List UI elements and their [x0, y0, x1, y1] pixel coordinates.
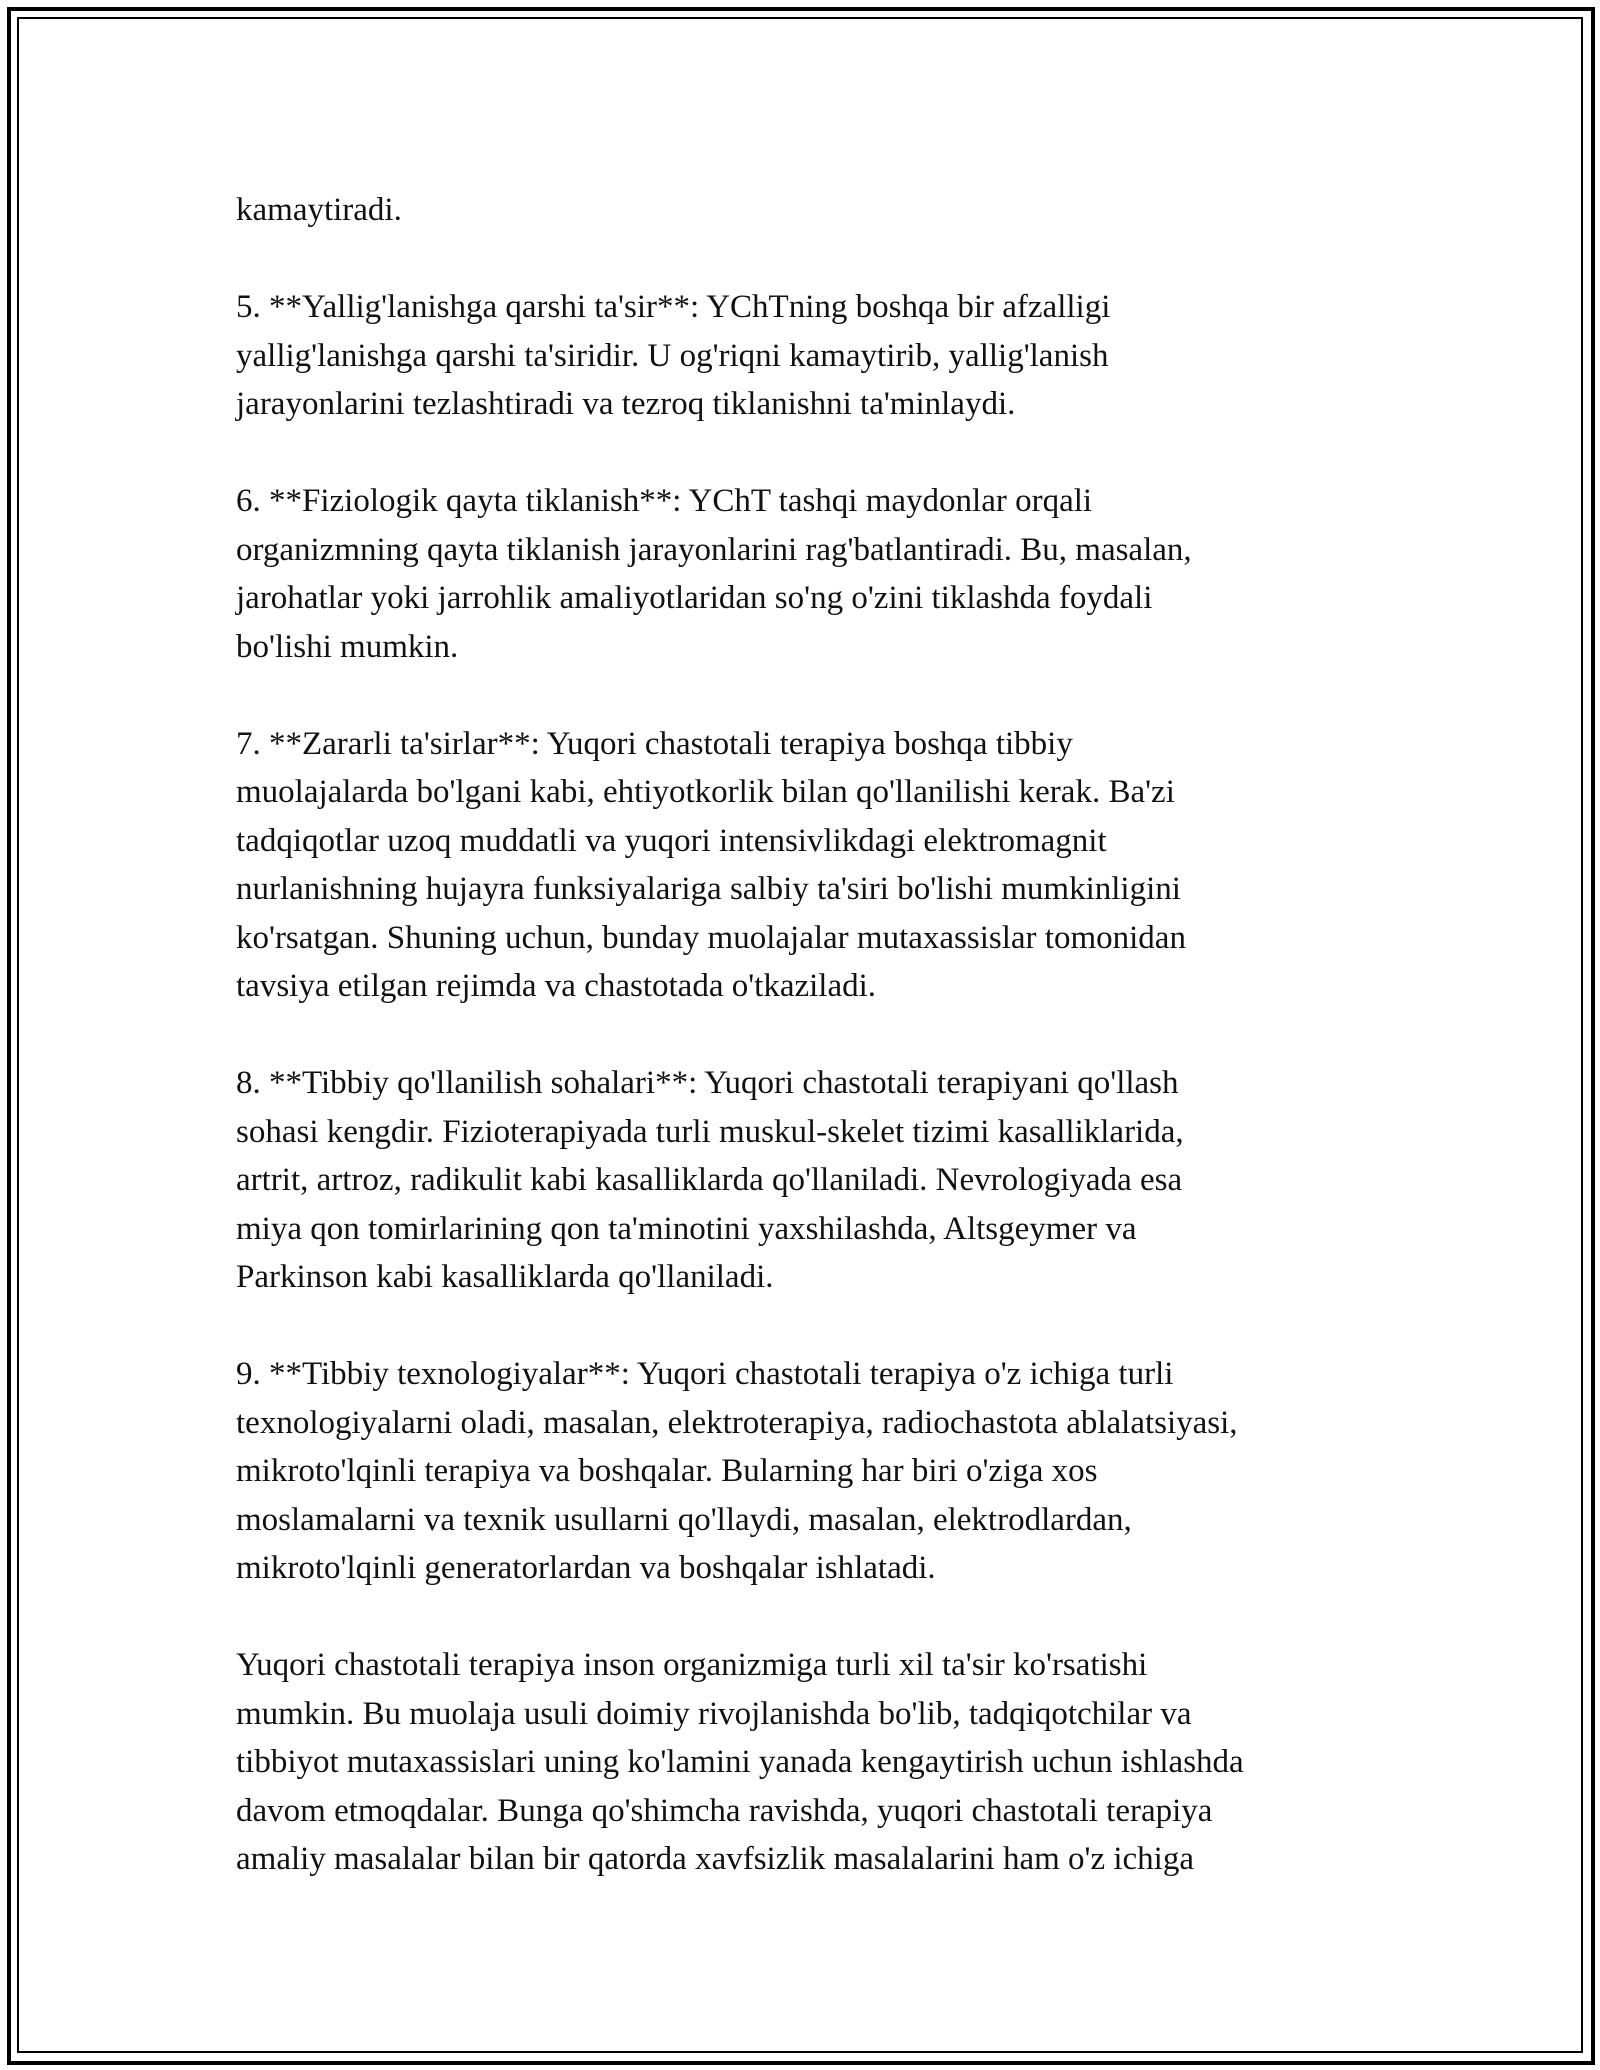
paragraph-continuation: kamaytiradi.	[236, 192, 402, 228]
document-body	[236, 186, 1366, 1884]
paragraph-item-9: 9. **Tibbiy texnologiyalar**: Yuqori chastotali terapiya o'z ichiga turli texnologiyalarni oladi, masalan, elektroterapiya, radiochastota ablalatsiyasi, mikroto'lqinli terapiya va boshqalar. Bularning har biri o'ziga xos moslamalarni va texnik usullarni qo'llaydi, masalan, elektrodlardan, mikroto'lqinli generatorlardan va boshqalar ishlatadi.	[236, 1356, 1238, 1586]
paragraph-item-6: 6. **Fiziologik qayta tiklanish**: YChT tashqi maydonlar orqali organizmning qayta tiklanish jarayonlarini rag'batlantiradi. Bu, masalan, jarohatlar yoki jarrohlik amaliyotlaridan so'ng o'zini tiklashda foydali bo'lishi mumkin.	[236, 483, 1192, 665]
paragraph-item-5: 5. **Yallig'lanishga qarshi ta'sir**: YChTning boshqa bir afzalligi yallig'lanishga qarshi ta'siridir. U og'riqni kamaytirib, yallig'lanish jarayonlarini tezlashtiradi va tezroq tiklanishni ta'minlaydi.	[236, 289, 1111, 422]
paragraph-item-7: 7. **Zararli ta'sirlar**: Yuqori chastotali terapiya boshqa tibbiy muolajalarda bo'lgani kabi, ehtiyotkorlik bilan qo'llanilishi kerak. Ba'zi tadqiqotlar uzoq muddatli va yuqori intensivlikdagi elektromagnit nurlanishning hujayra funksiyalariga salbiy ta'siri bo'lishi mumkinligini ko'rsatgan. Shuning uchun, bunday muolajalar mutaxassislar tomonidan tavsiya etilgan rejimda va chastotada o'tkaziladi.	[236, 725, 1186, 1004]
paragraph-conclusion: Yuqori chastotali terapiya inson organizmiga turli xil ta'sir ko'rsatishi mumkin. Bu muolaja usuli doimiy rivojlanishda bo'lib, tadqiqotchilar va tibbiyot mutaxassislari uning ko'lamini yanada kengaytirish uchun ishlashda davom etmoqdalar. Bunga qo'shimcha ravishda, yuqori chastotali terapiya amaliy masalalar bilan bir qatorda xavfsizlik masalalarini ham o'z ichiga	[236, 1647, 1244, 1877]
paragraph-item-8: 8. **Tibbiy qo'llanilish sohalari**: Yuqori chastotali terapiyani qo'llash sohasi kengdir. Fizioterapiyada turli muskul-skelet tizimi kasalliklarida, artrit, artroz, radikulit kabi kasalliklarda qo'llaniladi. Nevrologiyada esa miya qon tomirlarining qon ta'minotini yaxshilashda, Altsgeymer va Parkinson kabi kasalliklarda qo'llaniladi.	[236, 1065, 1184, 1295]
